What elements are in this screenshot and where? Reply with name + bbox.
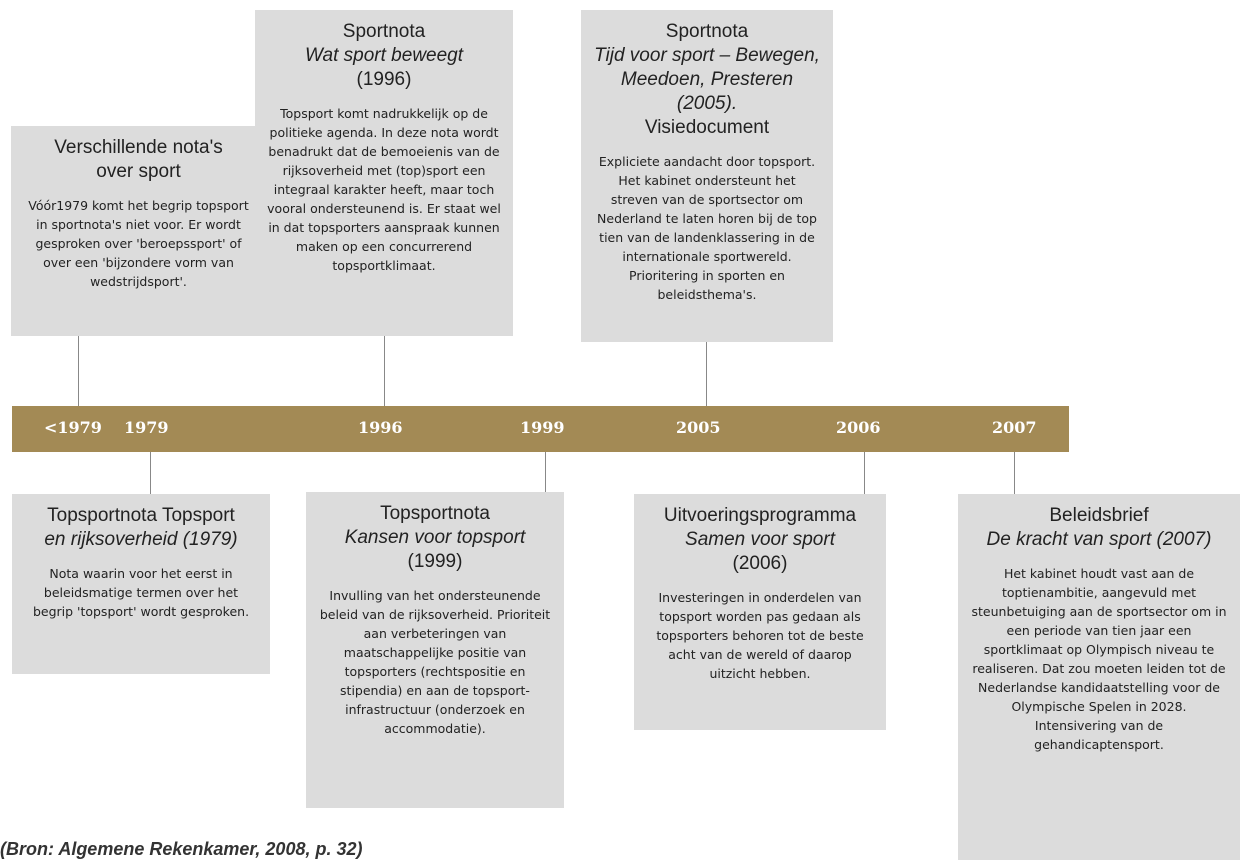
connector-2005: [706, 342, 707, 406]
box-subtitle: Kansen voor topsport: [344, 527, 526, 548]
connector-pre1979: [78, 336, 79, 406]
connector-1999: [545, 452, 546, 492]
box-body: Invulling van het ondersteunende beleid van de rijksoverheid. Prioriteit aan verbeteringen van maatschappelijke positie van topsporters (rechtspositie en stipendia) en aan de topsport-infrastructuur (onderzoek en accommodatie).: [319, 588, 551, 736]
box-subtitle: Samen voor sport: [685, 529, 835, 550]
box-title: Sportnota: [665, 21, 749, 42]
box-title: Sportnota: [342, 21, 426, 42]
box-subtitle: De kracht van sport (2007): [986, 529, 1212, 550]
box-body: Investeringen in onderdelen van topsport worden pas gedaan als topsporters behoren tot de beste acht van de wereld of daarop uitzicht hebben.: [656, 590, 864, 681]
box-2007: [958, 494, 1240, 860]
box-title: Topsportnota: [380, 503, 490, 524]
box-2006: [634, 494, 886, 730]
box-1979: [12, 494, 270, 674]
box-subtitle: Wat sport beweegt: [304, 45, 464, 66]
box-year: (1996): [356, 69, 412, 90]
box-subtitle: Tijd voor sport – Bewegen,: [594, 45, 820, 66]
box-year: (1999): [407, 551, 463, 572]
box-1999: [306, 492, 564, 808]
connector-1979: [150, 452, 151, 494]
box-year: (2006): [732, 553, 788, 574]
box-2005: [581, 10, 833, 342]
year-label-2006: 2006: [836, 418, 881, 437]
box-body: Het kabinet houdt vast aan de toptienambitie, aangevuld met steunbetuiging aan de sportsector om in een periode van tien jaar een sportklimaat op Olympisch niveau te realiseren. Dat zou moeten leiden tot de Nederlandse kandidaatstelling voor de Olympische Spelen in 2028. Intensivering van de gehandicaptensport.: [971, 566, 1227, 752]
box-subtitle-line2: Meedoen, Presteren (2005).: [620, 69, 794, 114]
connector-2007: [1014, 452, 1015, 494]
box-title-line3: Visiedocument: [644, 117, 770, 138]
box-1996: [255, 10, 513, 336]
box-body: Expliciete aandacht door topsport. Het kabinet ondersteunt het streven van de sportsector om Nederland te laten horen bij de top tien van de landenklassering in de internationale sportwereld. Prioritering in sporten en beleidsthema's.: [597, 154, 817, 302]
box-pre1979: [11, 126, 266, 336]
box-title: Uitvoeringsprogramma: [663, 505, 857, 526]
box-title: Verschillende nota's: [54, 137, 223, 158]
box-body: Vóór1979 komt het begrip topsport in sportnota's niet voor. Er wordt gesproken over 'beroepssport' of over een 'bijzondere vorm van wedstrijdsport'.: [28, 198, 249, 289]
box-body: Nota waarin voor het eerst in beleidsmatige termen over het begrip 'topsport' wordt gesproken.: [32, 566, 250, 619]
year-label-pre1979: <1979: [44, 418, 102, 437]
year-label-1996: 1996: [358, 418, 403, 437]
box-title: Beleidsbrief: [1049, 505, 1149, 526]
box-title-line2: en rijksoverheid (1979): [44, 529, 238, 550]
connector-2006: [864, 452, 865, 494]
year-label-1979: 1979: [124, 418, 169, 437]
year-label-2007: 2007: [992, 418, 1037, 437]
year-label-1999: 1999: [520, 418, 565, 437]
source-caption: (Bron: Algemene Rekenkamer, 2008, p. 32): [0, 839, 363, 859]
box-body: Topsport komt nadrukkelijk op de politieke agenda. In deze nota wordt benadrukt dat de bemoeienis van de rijksoverheid met (top)sport een integraal karakter heeft, maar toch vooral ondersteunend is. Er staat wel in dat topsporters aanspraak kunnen maken op een concurrerend topsportklimaat.: [267, 106, 501, 273]
box-title-line2: over sport: [96, 161, 181, 182]
year-label-2005: 2005: [676, 418, 721, 437]
box-title: Topsportnota Topsport: [47, 505, 235, 526]
connector-1996: [384, 336, 385, 406]
